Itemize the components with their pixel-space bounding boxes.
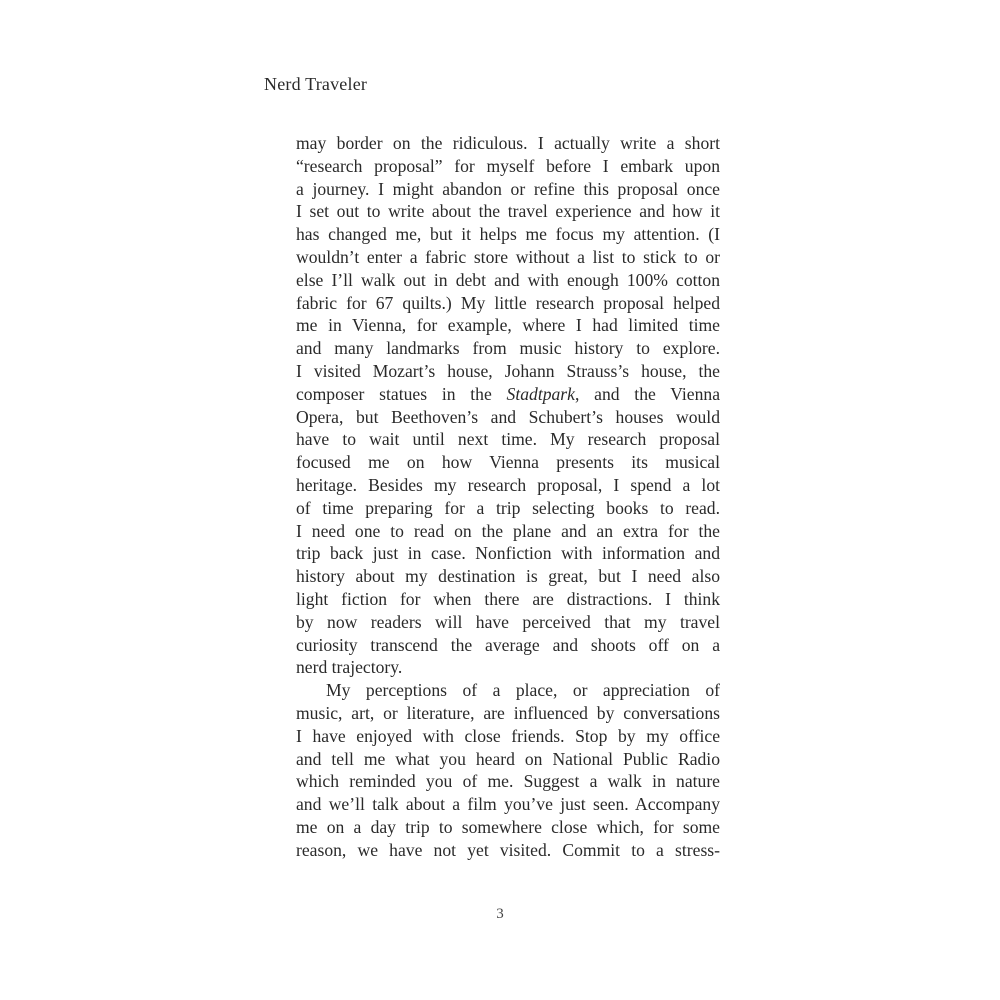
running-head: Nerd Traveler [264,74,368,94]
text-line: I visited Mozart’s house, Johann Strauss’s house, the [296,360,720,381]
text-line: “research proposal” for myself before I embark upon [296,155,720,176]
text-line: and tell me what you heard on National Public Radio [296,748,720,769]
text-segment: , and the Vienna [574,383,721,404]
text-line: else I’ll walk out in debt and with enough 100% cotton [296,269,720,290]
text-line: wouldn’t enter a fabric store without a list to stick to or [296,246,720,267]
text-line: My perceptions of a place, or appreciation of [326,680,720,701]
text-line: a journey. I might abandon or refine this proposal once [296,178,720,199]
text-line: history about my destination is great, but I need also [296,566,720,587]
text-line: of time preparing for a trip selecting books to read. [296,497,720,518]
text-line: Opera, but Beethoven’s and Schubert’s houses would [296,406,720,427]
text-line: nerd trajectory. [296,657,403,678]
text-line: have to wait until next time. My research proposal [296,429,720,450]
text-line: and many landmarks from music history to explore. [296,338,720,359]
text-line: I have enjoyed with close friends. Stop by my office [296,725,720,746]
text-line: light fiction for when there are distractions. I think [296,588,720,609]
text-segment: composer statues in the [296,383,507,404]
text-line: I need one to read on the plane and an extra for the [296,520,720,541]
text-line: I set out to write about the travel experience and how it [296,201,720,222]
text-line: reason, we have not yet visited. Commit to a stress- [296,839,720,860]
text-line: curiosity transcend the average and shoots off on a [296,634,720,655]
text-line: music, art, or literature, are influenced by conversations [296,702,720,723]
text-line: heritage. Besides my research proposal, I spend a lot [296,474,720,495]
text-line: focused me on how Vienna presents its musical [296,452,720,473]
text-line: me on a day trip to somewhere close which, for some [296,816,720,837]
text-line: has changed me, but it helps me focus my attention. (I [296,224,720,245]
page-number: 3 [496,906,504,922]
text-line: and we’ll talk about a film you’ve just seen. Accompany [296,794,720,815]
text-line: which reminded you of me. Suggest a walk in nature [296,771,720,792]
text-line: me in Vienna, for example, where I had limited time [296,315,720,336]
text-line: trip back just in case. Nonfiction with information and [296,543,720,564]
text-line-with-italic [296,383,720,406]
text-line: fabric for 67 quilts.) My little research proposal helped [296,292,720,313]
italic-place-name: Stadtpark [506,383,575,404]
paragraph-2 [296,679,720,861]
paragraph-1 [296,132,720,679]
body-text [296,132,720,862]
text-line: may border on the ridiculous. I actually write a short [296,133,720,153]
text-line: by now readers will have perceived that my travel [296,611,720,632]
